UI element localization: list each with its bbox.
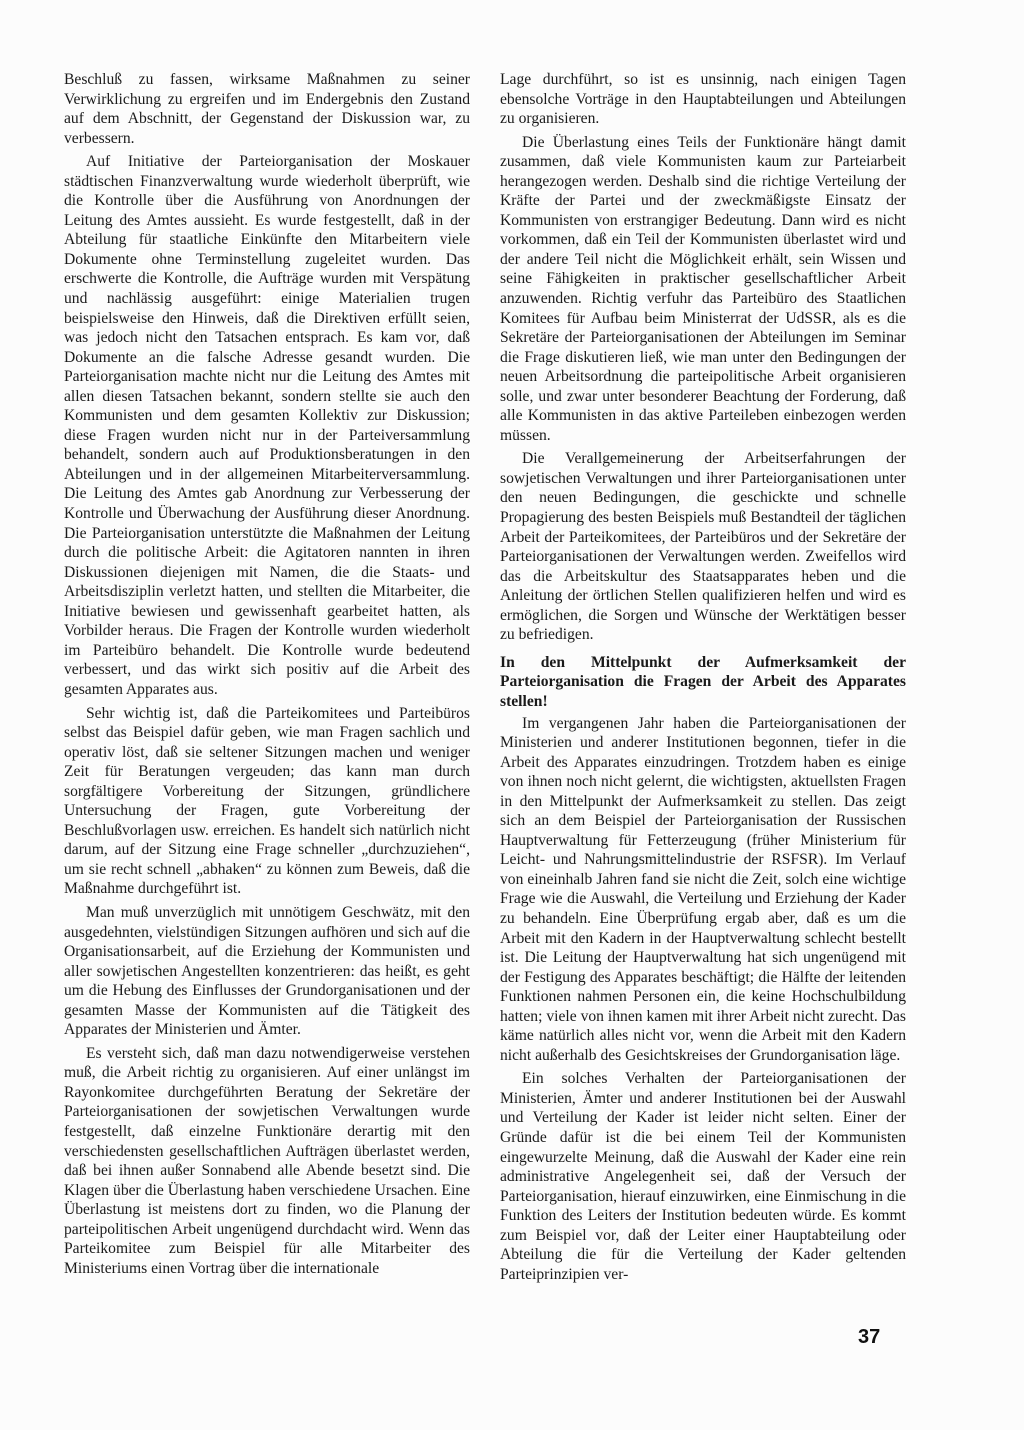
paragraph: Die Überlastung eines Teils der Funktionäre hängt damit zusammen, daß viele Kommunisten kaum zur Parteiarbeit herangezogen werden. Deshalb sind die richtige Verteilung der Kräfte der Partei und der zweckmäßigste Einsatz der Kommunisten von erstrangiger Bedeutung. Dann wird es nicht vorkommen, daß ein Teil der Kommunisten überlastet wird und der andere Teil nicht die Möglichkeit erhält, sein Wissen und seine Fähigkeiten in praktischer gesellschaftlicher Arbeit anzuwenden. Richtig verfuhr das Parteibüro des Staatlichen Komitees für Aufbau beim Ministerrat der UdSSR, als es die Sekretäre der Parteiorganisationen der Abteilungen im Seminar die Frage diskutieren ließ, wie man unter den Bedingungen der neuen Arbeitsordnung die parteipolitische Arbeit organisieren solle, und zwar unter besonderer Beachtung der Forderung, daß alle Kommunisten in das aktive Parteileben einbezogen werden müssen. [500,133,906,444]
paragraph: Man muß unverzüglich mit unnötigem Geschwätz, mit den ausgedehnten, vielstündigen Sitzungen aufhören und sich auf die Organisationsarbeit, auf die Erziehung der Kommunisten und aller sowjetischen Angestellten konzentrieren: das heißt, es geht um die Hebung des Einflusses der Grundorganisationen und der gesamten Masse der Kommunisten auf die Tätigkeit des Apparates der Ministerien und Ämter. [64,903,470,1039]
right-column [500,70,906,1288]
paragraph: Lage durchführt, so ist es unsinnig, nach einigen Tagen ebensolche Vorträge in den Hauptabteilungen und Abteilungen zu organisieren. [500,71,906,128]
paragraph: Sehr wichtig ist, daß die Parteikomitees und Parteibüros selbst das Beispiel dafür geben, wie man Fragen sachlich und operativ löst, daß sie seltener Sitzungen machen und weniger Zeit für Beratungen vergeuden; das kann man durch sorgfältigere Vorbereitung der Sitzungen, gründlichere Untersuchung der Fragen, gute Vorbereitung der Beschlußvorlagen usw. erreichen. Es handelt sich natürlich nicht darum, auf der Sitzung eine Frage schneller „durchzuziehen“, um sie recht schnell „abhaken“ zu können zum Beweis, daß die Maßnahme durchgeführt ist. [64,704,470,898]
section-heading: In den Mittelpunkt der Aufmerksamkeit der Parteiorganisation die Fragen der Arbeit des Apparates stellen! [500,653,906,710]
paragraph: Ein solches Verhalten der Parteiorganisationen der Ministerien, Ämter und anderer Institutionen bei der Auswahl und Verteilung der Kader ist leider nicht selten. Einer der Gründe dafür ist die bei einem Teil der Kommunisten eingewurzelte Meinung, daß die Auswahl der Kader eine rein administrative Angelegenheit sei, daß der Versuch der Parteiorganisation, hierauf einzuwirken, eine Einmischung in die Funktion des Leiters der Institution bedeuten würde. Es kommt zum Beispiel vor, daß der Leiter einer Hauptabteilung oder Abteilung die für die Verteilung der Kader geltenden Parteiprinzipien ver- [500,1070,906,1283]
paragraph: Beschluß zu fassen, wirksame Maßnahmen zu seiner Verwirklichung zu ergreifen und im Endergebnis den Zustand auf dem Abschnitt, der Gegenstand der Diskussion war, zu verbessern. [64,71,470,147]
page-number: 37 [858,1326,881,1348]
paragraph: Auf Initiative der Parteiorganisation der Moskauer städtischen Finanzverwaltung wurde wiederholt überprüft, wie die Kontrolle über die Ausführung von Anordnungen der Leitung des Amtes aussieht. Es wurde festgestellt, daß in der Abteilung für staatliche Einkünfte den Mitarbeitern viele Dokumente ohne Terminstellung zugeleitet wurden. Das erschwerte die Kontrolle, die Aufträge wurden mit Verspätung und nachlässig ausgeführt: einige Materialien trugen beispielsweise den Hinweis, daß die Direktiven erfüllt seien, was jedoch nicht den Tatsachen entsprach. Es kam vor, daß Dokumente an die falsche Adresse gesandt wurden. Die Parteiorganisation machte nicht nur die Leitung des Amtes mit allen diesen Tatsachen bekannt, sondern stellte sie auch den Kommunisten und dem gesamten Kollektiv zur Diskussion; diese Fragen wurden nicht nur in der Parteiversammlung behandelt, sondern auch auf Produktionsberatungen in den Abteilungen und in der allgemeinen Mitarbeiterversammlung. Die Leitung des Amtes gab Anordnung zur Verbesserung der Kontrolle und Überwachung der Ausführung dieser Anordnung. Die Parteiorganisation unterstützte die Maßnahmen der Leitung durch die politische Arbeit: die Agitatoren nannten in ihren Diskussionen diejenigen mit Namen, die die Staats- und Arbeitsdisziplin verletzt hatten, und stellten die Mitarbeiter, die Initiative bewiesen und gewissenhaft gearbeitet hatten, als Vorbilder heraus. Die Fragen der Kontrolle wurden wiederholt im Parteibüro behandelt. Die Kontrolle wurde bedeutend verbessert, und das wirkt sich positiv auf die Arbeit des gesamten Apparates aus. [64,153,470,698]
paragraph: Es versteht sich, daß man dazu notwendigerweise verstehen muß, die Arbeit richtig zu organisieren. Auf einer unlängst im Rayonkomitee durchgeführten Beratung der Sekretäre der Parteiorganisationen der sowjetischen Verwaltungen wurde festgestellt, daß einzelne Funktionäre derartig mit den verschiedensten gesellschaftlichen Aufträgen überlastet werden, daß bei ihnen außer Sonnabend alle Abende besetzt sind. Die Klagen über die Überlastung haben verschiedene Ursachen. Eine Überlastung ist meistens dort zu finden, wo die Planung der parteipolitischen Arbeit ungenügend durchdacht wird. Wenn das Parteikomitee zum Beispiel für alle Mitarbeiter des Ministeriums einen Vortrag über die internationale [64,1044,470,1277]
left-column [64,70,470,1282]
paragraph: Im vergangenen Jahr haben die Parteiorganisationen der Ministerien und anderer Institutionen begonnen, tiefer in die Arbeit des Apparates einzudringen. Trotzdem haben es einige von ihnen noch nicht gelernt, die wichtigsten, aktuellsten Fragen in den Mittelpunkt der Aufmerksamkeit zu stellen. Das zeigt sich an dem Beispiel der Parteiorganisation der Russischen Hauptverwaltung für Fetterzeugung (früher Ministerium für Leicht- und Nahrungsmittelindustrie der RSFSR). Im Verlauf von eineinhalb Jahren fand sie nicht die Zeit, solch eine wichtige Frage wie die Auswahl, die Verteilung und Erziehung der Kader zu behandeln. Eine Überprüfung ergab aber, daß es um die Arbeit mit den Kadern in der Hauptverwaltung schlecht bestellt ist. Die Leitung der Hauptverwaltung hat sich ungenügend mit der Festigung des Apparates beschäftigt; die Hälfte der leitenden Funktionen nahmen Personen ein, die keine Hochschulbildung hatten; viele von ihnen kamen mit ihrer Arbeit nicht zurecht. Das käme natürlich alles nicht vor, wenn die Arbeit mit den Kadern nicht außerhalb des Gesichtskreises der Grundorganisation läge. [500,714,906,1064]
paragraph: Die Verallgemeinerung der Arbeitserfahrungen der sowjetischen Verwaltungen und ihrer Parteiorganisationen unter den neuen Bedingungen, die geschickte und schnelle Propagierung des besten Beispiels muß Bestandteil der täglichen Arbeit der Parteikomitees, der Parteibüros und der Sekretäre der Parteiorganisationen der Verwaltungen werden. Zweifellos wird das die Arbeitskultur des Staatsapparates heben und die Anleitung der örtlichen Stellen qualifizieren helfen und wird es ermöglichen, die Sorgen und Wünsche der Werktätigen besser zu befriedigen. [500,450,906,644]
